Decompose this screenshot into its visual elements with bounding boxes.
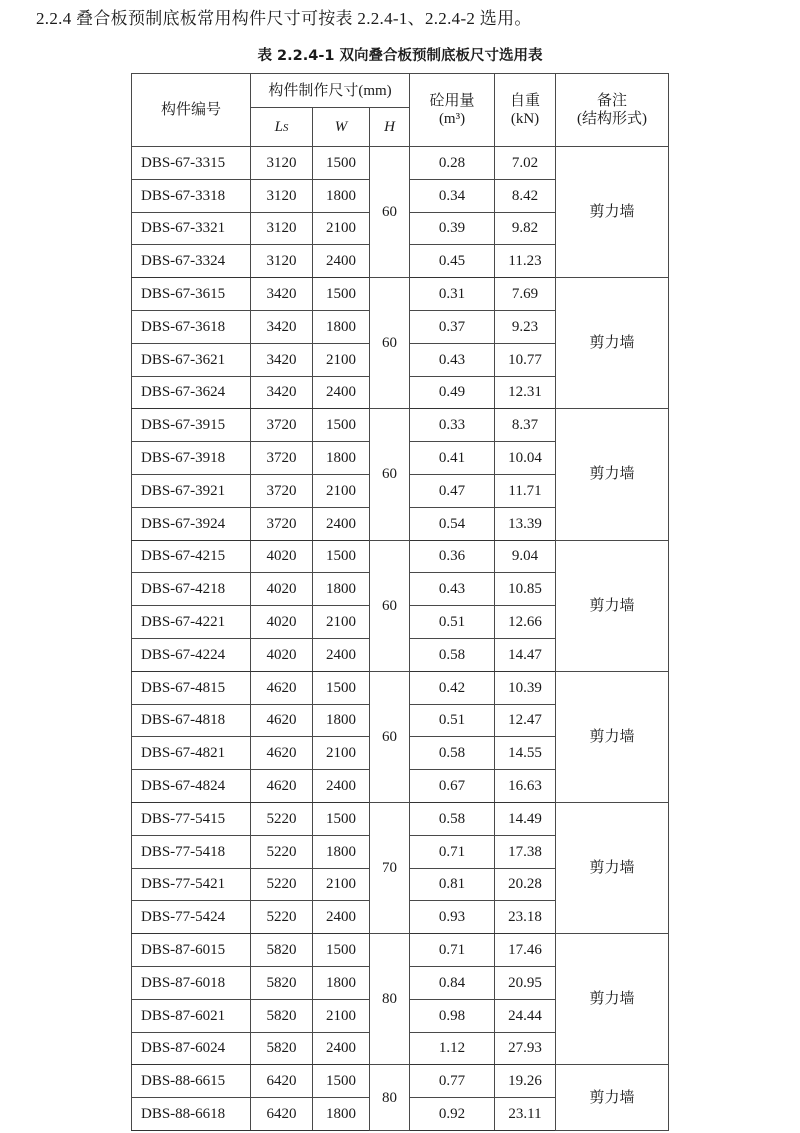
table-caption: 表 2.2.4-1 双向叠合板预制底板尺寸选用表	[257, 48, 543, 64]
cell-ls: 6420	[251, 1098, 313, 1131]
cell-code: DBS-67-3921	[132, 474, 251, 507]
table-row	[132, 671, 669, 704]
cell-code: DBS-67-4218	[132, 573, 251, 606]
cell-weight: 19.26	[495, 1065, 556, 1098]
cell-w: 1500	[313, 540, 370, 573]
cell-concrete: 0.58	[410, 802, 495, 835]
cell-concrete: 0.67	[410, 770, 495, 803]
cell-ls: 4020	[251, 606, 313, 639]
cell-ls: 3420	[251, 376, 313, 409]
cell-weight: 12.66	[495, 606, 556, 639]
header-concrete-line2: (m³)	[438, 111, 466, 127]
cell-code: DBS-87-6021	[132, 999, 251, 1032]
cell-note: 剪力墙	[556, 934, 669, 1065]
cell-h: 60	[370, 147, 410, 278]
cell-w: 1800	[313, 442, 370, 475]
cell-weight: 7.02	[495, 147, 556, 180]
cell-concrete: 0.71	[410, 934, 495, 967]
cell-w: 1800	[313, 704, 370, 737]
header-size-group: 构件制作尺寸(mm)	[251, 74, 410, 108]
cell-code: DBS-67-3615	[132, 278, 251, 311]
cell-ls: 3720	[251, 409, 313, 442]
cell-code: DBS-77-5421	[132, 868, 251, 901]
cell-ls: 3420	[251, 278, 313, 311]
cell-concrete: 0.71	[410, 835, 495, 868]
cell-concrete: 0.45	[410, 245, 495, 278]
cell-code: DBS-67-4224	[132, 638, 251, 671]
cell-w: 1800	[313, 179, 370, 212]
header-w: W	[313, 108, 370, 147]
cell-code: DBS-67-3324	[132, 245, 251, 278]
cell-weight: 10.39	[495, 671, 556, 704]
cell-code: DBS-77-5424	[132, 901, 251, 934]
cell-h: 60	[370, 409, 410, 540]
cell-ls: 4020	[251, 638, 313, 671]
cell-code: DBS-67-3321	[132, 212, 251, 245]
cell-weight: 17.38	[495, 835, 556, 868]
cell-w: 2100	[313, 999, 370, 1032]
cell-concrete: 0.47	[410, 474, 495, 507]
cell-code: DBS-67-4821	[132, 737, 251, 770]
cell-weight: 8.42	[495, 179, 556, 212]
cell-concrete: 0.42	[410, 671, 495, 704]
cell-weight: 10.85	[495, 573, 556, 606]
cell-ls: 5220	[251, 835, 313, 868]
cell-h: 60	[370, 278, 410, 409]
cell-weight: 12.31	[495, 376, 556, 409]
cell-concrete: 0.41	[410, 442, 495, 475]
cell-w: 1500	[313, 934, 370, 967]
cell-w: 2100	[313, 606, 370, 639]
cell-ls: 5820	[251, 934, 313, 967]
cell-w: 1500	[313, 671, 370, 704]
cell-weight: 12.47	[495, 704, 556, 737]
cell-weight: 16.63	[495, 770, 556, 803]
header-note	[556, 74, 669, 147]
cell-ls: 4620	[251, 770, 313, 803]
cell-ls: 3420	[251, 343, 313, 376]
table-row	[132, 934, 669, 967]
header-ls-main: L	[274, 118, 283, 135]
cell-code: DBS-88-6615	[132, 1065, 251, 1098]
cell-w: 1500	[313, 1065, 370, 1098]
cell-w: 2100	[313, 212, 370, 245]
cell-ls: 6420	[251, 1065, 313, 1098]
cell-code: DBS-67-3924	[132, 507, 251, 540]
cell-weight: 10.04	[495, 442, 556, 475]
cell-w: 2400	[313, 1032, 370, 1065]
cell-w: 2400	[313, 901, 370, 934]
table-body	[132, 147, 669, 1131]
cell-w: 1800	[313, 573, 370, 606]
cell-weight: 27.93	[495, 1032, 556, 1065]
cell-code: DBS-67-3618	[132, 310, 251, 343]
cell-ls: 5820	[251, 1032, 313, 1065]
cell-concrete: 0.58	[410, 737, 495, 770]
cell-weight: 14.49	[495, 802, 556, 835]
cell-weight: 24.44	[495, 999, 556, 1032]
cell-concrete: 0.84	[410, 966, 495, 999]
cell-code: DBS-77-5418	[132, 835, 251, 868]
cell-note: 剪力墙	[556, 802, 669, 933]
header-note-line1: 备注	[597, 93, 628, 109]
cell-ls: 3120	[251, 147, 313, 180]
section-heading: 2.2.4 叠合板预制底板常用构件尺寸可按表 2.2.4-1、2.2.4-2 选用。	[36, 9, 532, 28]
cell-weight: 10.77	[495, 343, 556, 376]
cell-ls: 3120	[251, 245, 313, 278]
cell-ls: 5220	[251, 868, 313, 901]
cell-ls: 5820	[251, 966, 313, 999]
cell-code: DBS-87-6015	[132, 934, 251, 967]
header-h: H	[370, 108, 410, 147]
cell-w: 2400	[313, 245, 370, 278]
cell-concrete: 0.28	[410, 147, 495, 180]
table-row	[132, 147, 669, 180]
cell-h: 60	[370, 671, 410, 802]
cell-w: 1500	[313, 147, 370, 180]
cell-ls: 5220	[251, 802, 313, 835]
cell-ls: 5820	[251, 999, 313, 1032]
cell-w: 1500	[313, 278, 370, 311]
header-ls-sub: S	[282, 121, 289, 134]
cell-code: DBS-67-3918	[132, 442, 251, 475]
cell-code: DBS-67-4221	[132, 606, 251, 639]
cell-concrete: 0.77	[410, 1065, 495, 1098]
cell-concrete: 0.92	[410, 1098, 495, 1131]
cell-ls: 4020	[251, 540, 313, 573]
cell-h: 80	[370, 934, 410, 1065]
cell-weight: 9.82	[495, 212, 556, 245]
cell-weight: 20.28	[495, 868, 556, 901]
cell-weight: 14.55	[495, 737, 556, 770]
cell-code: DBS-87-6018	[132, 966, 251, 999]
cell-concrete: 0.37	[410, 310, 495, 343]
cell-weight: 9.04	[495, 540, 556, 573]
header-weight	[495, 74, 556, 147]
cell-w: 1500	[313, 409, 370, 442]
cell-ls: 4620	[251, 671, 313, 704]
cell-concrete: 0.54	[410, 507, 495, 540]
cell-code: DBS-67-4215	[132, 540, 251, 573]
cell-concrete: 0.98	[410, 999, 495, 1032]
cell-w: 2100	[313, 343, 370, 376]
cell-note: 剪力墙	[556, 409, 669, 540]
cell-ls: 4620	[251, 704, 313, 737]
slab-size-table	[131, 73, 669, 1131]
cell-note: 剪力墙	[556, 278, 669, 409]
table-row	[132, 1065, 669, 1098]
cell-code: DBS-77-5415	[132, 802, 251, 835]
cell-ls: 3420	[251, 310, 313, 343]
cell-h: 80	[370, 1065, 410, 1131]
cell-ls: 5220	[251, 901, 313, 934]
header-concrete	[410, 74, 495, 147]
cell-w: 2400	[313, 507, 370, 540]
table-row	[132, 802, 669, 835]
cell-ls: 3120	[251, 179, 313, 212]
cell-weight: 7.69	[495, 278, 556, 311]
cell-h: 60	[370, 540, 410, 671]
table-row	[132, 540, 669, 573]
cell-code: DBS-67-3318	[132, 179, 251, 212]
cell-weight: 20.95	[495, 966, 556, 999]
table-header	[132, 74, 669, 147]
cell-ls: 3720	[251, 474, 313, 507]
cell-concrete: 0.43	[410, 343, 495, 376]
header-concrete-line1: 砼用量	[429, 93, 475, 109]
cell-note: 剪力墙	[556, 1065, 669, 1131]
cell-w: 2100	[313, 868, 370, 901]
cell-concrete: 0.39	[410, 212, 495, 245]
cell-code: DBS-67-4815	[132, 671, 251, 704]
cell-w: 2400	[313, 638, 370, 671]
cell-w: 2100	[313, 474, 370, 507]
cell-concrete: 0.49	[410, 376, 495, 409]
cell-concrete: 0.36	[410, 540, 495, 573]
cell-ls: 3720	[251, 507, 313, 540]
cell-w: 2400	[313, 770, 370, 803]
cell-ls: 4020	[251, 573, 313, 606]
cell-weight: 23.18	[495, 901, 556, 934]
cell-weight: 23.11	[495, 1098, 556, 1131]
header-code: 构件编号	[132, 74, 251, 147]
cell-w: 1800	[313, 310, 370, 343]
cell-note: 剪力墙	[556, 540, 669, 671]
cell-w: 2100	[313, 737, 370, 770]
cell-concrete: 0.33	[410, 409, 495, 442]
cell-code: DBS-67-3915	[132, 409, 251, 442]
cell-code: DBS-67-3315	[132, 147, 251, 180]
cell-w: 1800	[313, 966, 370, 999]
cell-code: DBS-87-6024	[132, 1032, 251, 1065]
cell-w: 1500	[313, 802, 370, 835]
cell-w: 1800	[313, 835, 370, 868]
cell-weight: 11.71	[495, 474, 556, 507]
cell-note: 剪力墙	[556, 671, 669, 802]
header-weight-line1: 自重	[510, 93, 541, 109]
cell-code: DBS-67-4824	[132, 770, 251, 803]
table-row	[132, 278, 669, 311]
cell-weight: 14.47	[495, 638, 556, 671]
cell-h: 70	[370, 802, 410, 933]
cell-concrete: 0.31	[410, 278, 495, 311]
cell-concrete: 0.51	[410, 606, 495, 639]
cell-weight: 11.23	[495, 245, 556, 278]
header-ls	[251, 108, 313, 147]
cell-concrete: 0.93	[410, 901, 495, 934]
cell-code: DBS-67-4818	[132, 704, 251, 737]
cell-weight: 9.23	[495, 310, 556, 343]
cell-concrete: 0.34	[410, 179, 495, 212]
cell-code: DBS-67-3624	[132, 376, 251, 409]
cell-ls: 4620	[251, 737, 313, 770]
cell-weight: 8.37	[495, 409, 556, 442]
header-note-line2: (结构形式)	[577, 111, 648, 127]
cell-concrete: 0.58	[410, 638, 495, 671]
cell-concrete: 0.43	[410, 573, 495, 606]
cell-w: 2400	[313, 376, 370, 409]
cell-w: 1800	[313, 1098, 370, 1131]
cell-ls: 3720	[251, 442, 313, 475]
cell-weight: 13.39	[495, 507, 556, 540]
cell-concrete: 1.12	[410, 1032, 495, 1065]
cell-code: DBS-88-6618	[132, 1098, 251, 1131]
cell-weight: 17.46	[495, 934, 556, 967]
table-row	[132, 409, 669, 442]
cell-concrete: 0.51	[410, 704, 495, 737]
cell-concrete: 0.81	[410, 868, 495, 901]
cell-note: 剪力墙	[556, 147, 669, 278]
cell-ls: 3120	[251, 212, 313, 245]
cell-code: DBS-67-3621	[132, 343, 251, 376]
header-weight-line2: (kN)	[510, 111, 540, 127]
